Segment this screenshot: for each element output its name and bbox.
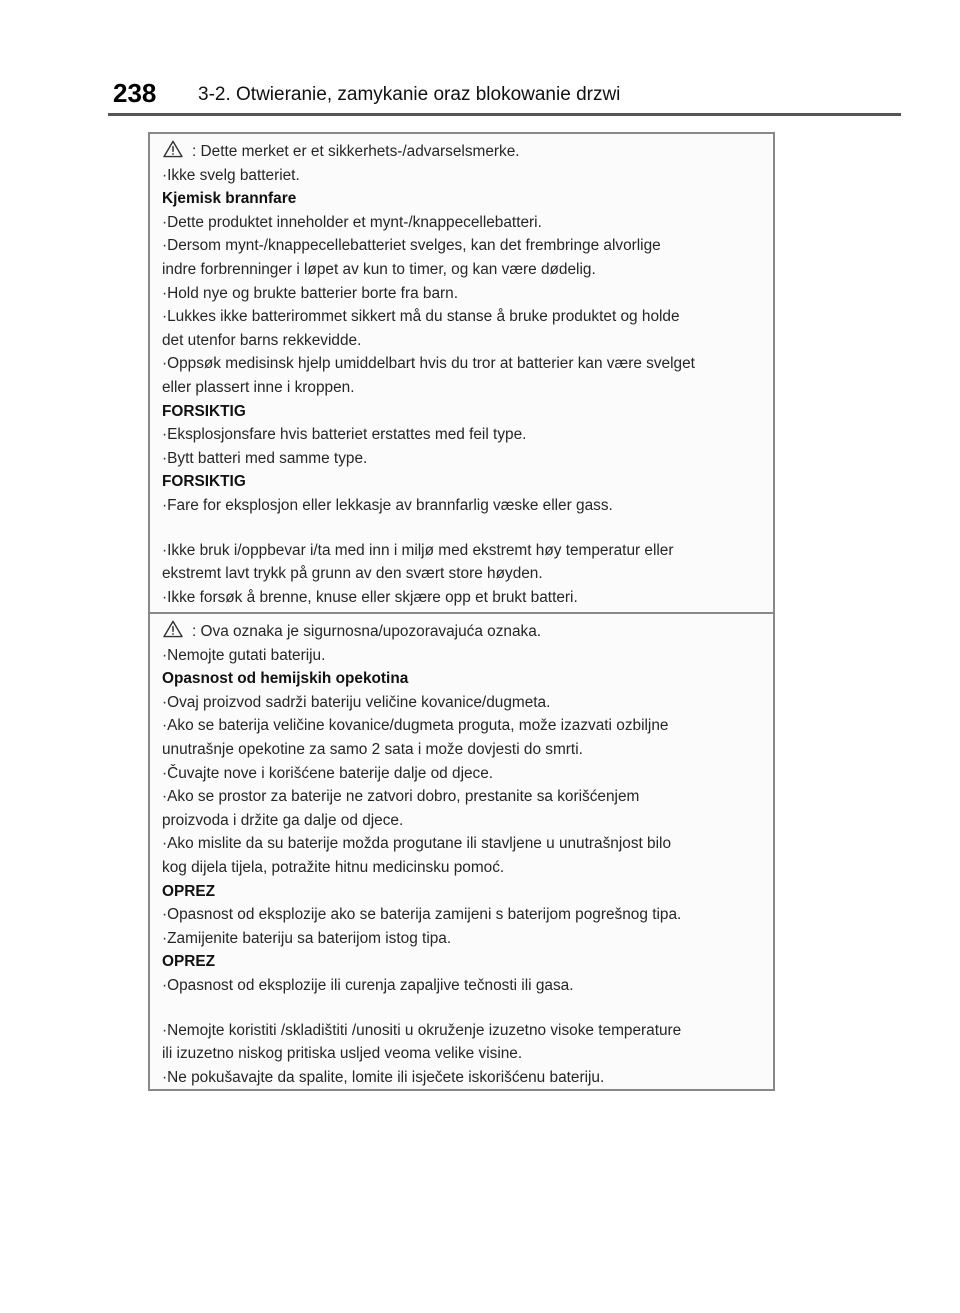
warning-line: ili izuzetno niskog pritiska usljed veoma velike visine. (162, 1045, 523, 1063)
warning-line: ·Ne pokušavajte da spalite, lomite ili isječete iskorišćenu bateriju. (162, 1068, 605, 1086)
warning-line: ·Dersom mynt-/knappecellebatteriet svelges, kan det frembringe alvorlige (162, 237, 661, 255)
warning-symbol-text: : Dette merket er et sikkerhets-/advarselsmerke. (192, 143, 520, 160)
warning-symbol-text: : Ova oznaka je sigurnosna/upozoravajuća oznaka. (192, 623, 542, 640)
warning-line: ·Zamijenite bateriju sa baterijom istog tipa. (162, 929, 452, 947)
warning-line: ·Nemojte koristiti /skladištiti /unositi u okruženje izuzetno visoke temperature (162, 1021, 682, 1039)
section-title: 3-2. Otwieranie, zamykanie oraz blokowanie drzwi (198, 84, 621, 105)
warning-line: ekstremt lavt trykk på grunn av den svært store høyden. (162, 565, 543, 583)
warning-triangle-icon (162, 140, 184, 158)
warning-line: ·Ako se baterija veličine kovanice/dugmeta proguta, može izazvati ozbiljne (162, 717, 669, 735)
page-header (0, 0, 960, 118)
warning-line: ·Ako se prostor za baterije ne zatvori dobro, prestanite sa korišćenjem (162, 788, 640, 806)
warning-triangle-icon (162, 620, 184, 638)
warning-line: proizvoda i držite ga dalje od djece. (162, 811, 404, 829)
warning-line: ·Dette produktet inneholder et mynt-/knappecellebatteri. (162, 213, 542, 231)
warning-line: eller plassert inne i kroppen. (162, 378, 355, 396)
warning-line: unutrašnje opekotine za samo 2 sata i može dovjesti do smrti. (162, 740, 583, 758)
page-number: 238 (113, 78, 157, 108)
warning-line: ·Lukkes ikke batterirommet sikkert må du stanse å bruke produktet og holde (162, 308, 680, 326)
warning-line: ·Ovaj proizvod sadrži bateriju veličine kovanice/dugmeta. (162, 693, 551, 711)
warning-heading: Opasnost od hemijskih opekotina (162, 670, 409, 688)
warning-line: ·Ikke bruk i/oppbevar i/ta med inn i miljø med ekstremt høy temperatur eller (162, 541, 674, 559)
warning-line: indre forbrenninger i løpet av kun to timer, og kan være dødelig. (162, 260, 596, 278)
warning-line: ·Oppsøk medisinsk hjelp umiddelbart hvis du tror at batterier kan være svelget (162, 355, 695, 373)
warning-line: ·Ikke svelg batteriet. (162, 166, 300, 184)
warning-line: ·Fare for eksplosjon eller lekkasje av brannfarlig væske eller gass. (162, 496, 613, 514)
warning-line: ·Hold nye og brukte batterier borte fra barn. (162, 284, 458, 302)
caution-heading: OPREZ (162, 882, 216, 900)
warning-line: ·Ikke forsøk å brenne, knuse eller skjære opp et brukt batteri. (162, 588, 578, 606)
warning-line: ·Eksplosjonsfare hvis batteriet erstattes med feil type. (162, 426, 527, 444)
warning-line: ·Ako mislite da su baterije možda progutane ili stavljene u unutrašnjost bilo (162, 835, 672, 853)
warning-symbol-line (162, 620, 763, 644)
warning-line: ·Čuvajte nove i korišćene baterije dalje od djece. (162, 764, 494, 782)
warning-line: ·Nemojte gutati bateriju. (162, 646, 326, 664)
warning-line: ·Bytt batteri med samme type. (162, 449, 368, 467)
croatian-warning-panel (150, 614, 773, 1089)
warning-line: det utenfor barns rekkevidde. (162, 331, 362, 349)
caution-heading: FORSIKTIG (162, 473, 246, 491)
warning-heading: Kjemisk brannfare (162, 190, 297, 208)
norwegian-warning-panel (150, 134, 773, 614)
battery-warning-label (148, 132, 775, 1091)
warning-symbol-line (162, 140, 763, 164)
header-divider (108, 113, 901, 116)
caution-heading: OPREZ (162, 953, 216, 971)
caution-heading: FORSIKTIG (162, 402, 246, 420)
warning-line: ·Opasnost od eksplozije ili curenja zapaljive tečnosti ili gasa. (162, 976, 574, 994)
warning-line: kog dijela tijela, potražite hitnu medicinsku pomoć. (162, 858, 505, 876)
warning-line: ·Opasnost od eksplozije ako se baterija zamijeni s baterijom pogrešnog tipa. (162, 906, 682, 924)
